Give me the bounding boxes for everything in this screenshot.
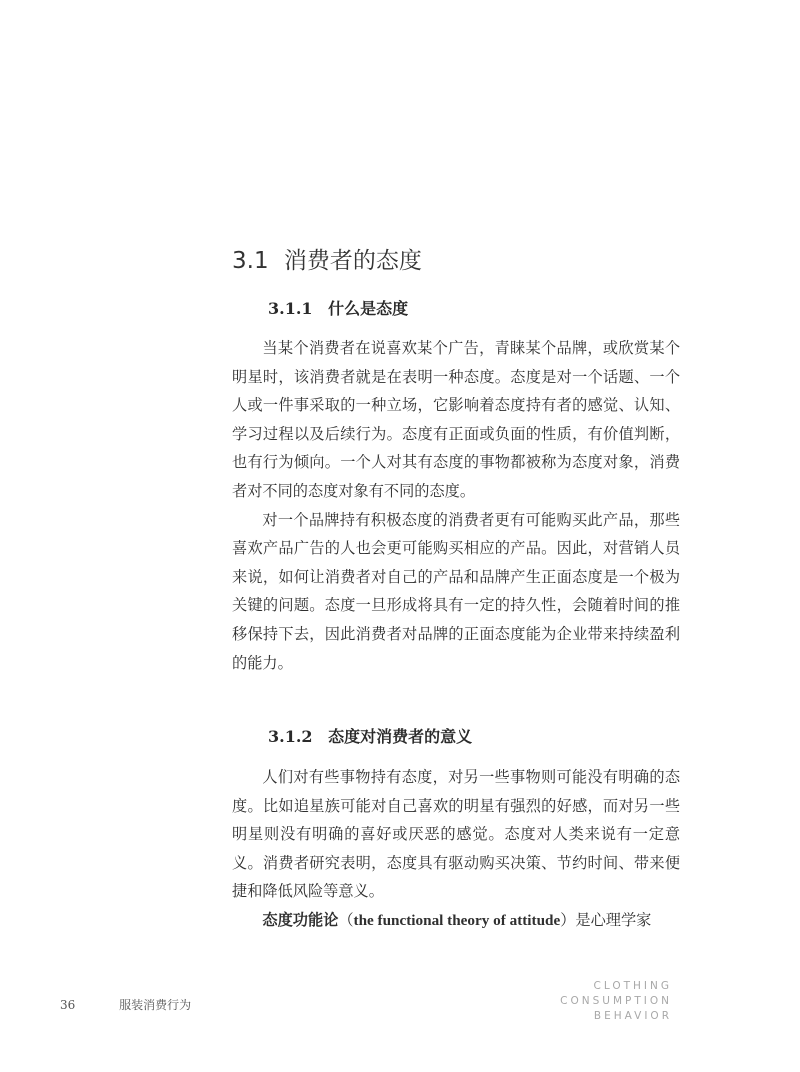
series-line: BEHAVIOR — [593, 1010, 672, 1022]
paragraph: 人们对有些事物持有态度，对另一些事物则可能没有明确的态度。比如追星族可能对自己喜欢的明星有强烈的好感，而对另一些明星则没有明确的喜好或厌恶的感觉。态度对人类来说有一定意义。消费者研究表明，态度具有驱动购买决策、节约时间、带来便捷和降低风险等意义。 — [232, 768, 680, 901]
paragraph: 当某个消费者在说喜欢某个广告，青睐某个品牌，或欣赏某个明星时，该消费者就是在表明一种态度。态度是对一个话题、一个人或一件事采取的一种立场，它影响着态度持有者的感觉、认知、学习过程以及后续行为。态度有正面或负面的性质，有价值判断，也有行为倾向。一个人对其有态度的事物都被称为态度对象，消费者对不同的态度对象有不同的态度。 — [232, 339, 680, 500]
series-line: CONSUMPTION — [560, 995, 672, 1007]
section-heading — [232, 242, 422, 275]
paragraph: 对一个品牌持有积极态度的消费者更有可能购买此产品，那些喜欢产品广告的人也会更可能购买相应的产品。因此，对营销人员来说，如何让消费者对自己的产品和品牌产生正面态度是一个极为关键的问题。态度一旦形成将具有一定的持久性，会随着时间的推移保持下去，因此消费者对品牌的正面态度能为企业带来持续盈利的能力。 — [232, 510, 680, 672]
close-paren: ） — [560, 910, 576, 929]
series-wordmark — [560, 979, 672, 1024]
english-term: the functional theory of attitude — [353, 911, 561, 929]
subsection-body-3-1-1 — [232, 334, 680, 677]
open-paren: （ — [338, 910, 354, 929]
subsection-number: 3.1.1 — [268, 299, 313, 318]
subsection-title: 态度对消费者的意义 — [328, 727, 473, 746]
bold-term: 态度功能论 — [262, 910, 339, 929]
subsection-heading-3-1-1 — [268, 296, 408, 319]
section-number: 3.1 — [232, 248, 269, 274]
subsection-number: 3.1.2 — [268, 727, 313, 746]
subsection-body-3-1-2 — [232, 763, 680, 936]
section-title: 消费者的态度 — [283, 248, 422, 274]
series-line: CLOTHING — [593, 980, 672, 992]
subsection-title: 什么是态度 — [328, 299, 409, 318]
sentence-continuation: 是心理学家 — [575, 910, 652, 929]
page-number: 36 — [60, 998, 76, 1012]
subsection-heading-3-1-2 — [268, 724, 472, 747]
functional-theory-paragraph — [232, 906, 680, 936]
page-footer — [60, 996, 191, 1013]
running-book-title: 服装消费行为 — [119, 998, 192, 1012]
